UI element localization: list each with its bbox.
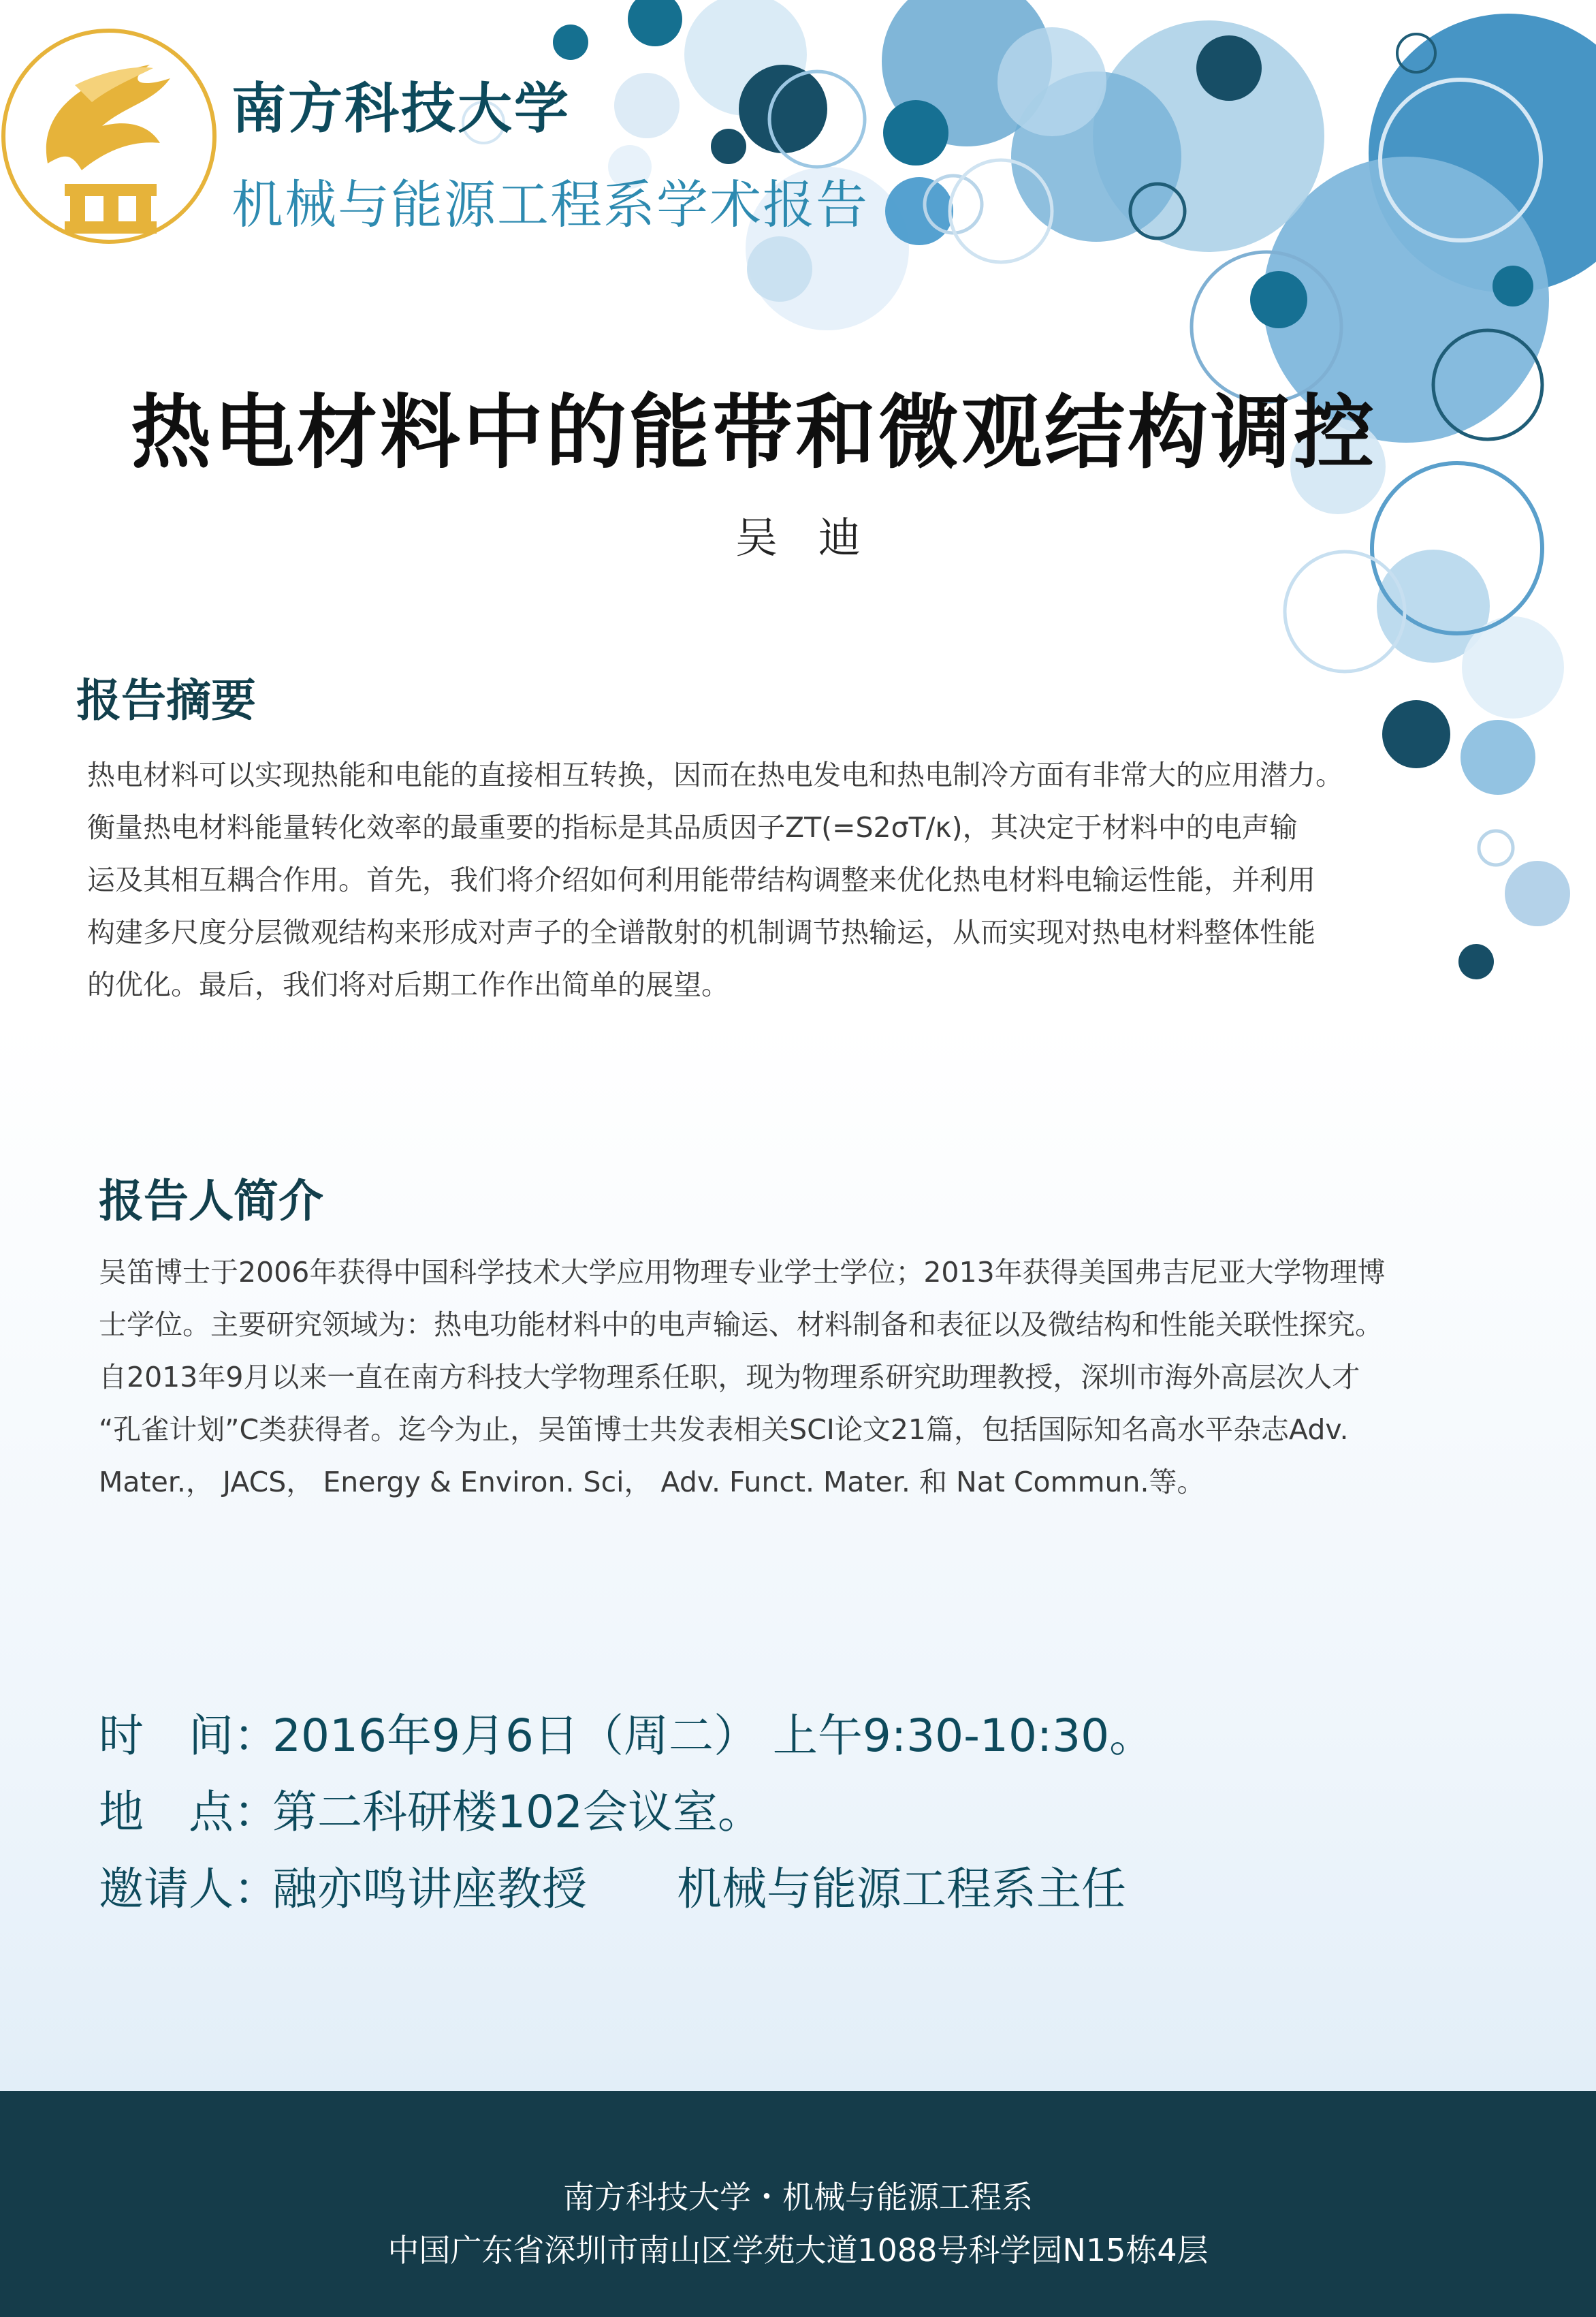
time-row [99,1699,1154,1764]
abstract-line: 构建多尺度分层微观结构来形成对声子的全谱散射的机制调节热输运，从而实现对热电材料整体性能 [87,916,1315,949]
place-row [99,1776,763,1840]
abstract-text [87,749,1343,1011]
university-logo [0,24,221,249]
footer-address: 中国广东省深圳市南山区学苑大道1088号科学园N15栋4层 [387,2232,1209,2269]
university-name: 南方科技大学 [232,77,571,140]
abstract-line: 衡量热电材料能量转化效率的最重要的指标是其品质因子ZT(=S2σT/κ)，其决定于材料中的电声输 [87,811,1298,844]
host-value: 融亦鸣讲座教授 机械与能源工程系主任 [272,1863,1126,1915]
footer-bar [0,2091,1596,2317]
abstract-line: 的优化。最后，我们将对后期工作作出简单的展望。 [87,968,729,1001]
host-row [99,1853,1126,1917]
abstract-line: 运及其相互耦合作用。首先，我们将介绍如何利用能带结构调整来优化热电材料电输运性能，并利用 [87,864,1315,896]
speaker-name: 吴迪 [735,513,902,563]
bio-line: 吴笛博士于2006年获得中国科学技术大学应用物理专业学士学位；2013年获得美国弗吉尼亚大学物理博 [99,1256,1386,1289]
lecture-title: 热电材料中的能带和微观结构调控 [131,385,1377,479]
time-value: 2016年9月6日（周二） 上午9:30-10:30。 [272,1709,1155,1762]
abstract-line: 热电材料可以实现热能和电能的直接相互转换，因而在热电发电和热电制冷方面有非常大的应用潜力。 [87,759,1343,791]
abstract-heading: 报告摘要 [76,674,256,727]
time-label: 时 间： [99,1709,278,1762]
bio-heading: 报告人简介 [99,1175,323,1227]
place-label: 地 点： [99,1786,278,1838]
host-label: 邀请人： [99,1863,278,1915]
bio-text [99,1246,1386,1509]
place-value: 第二科研楼102会议室。 [272,1786,763,1838]
bio-line: Mater.， JACS， Energy & Environ. Sci， Adv. Funct. Mater. 和 Nat Commun.等。 [99,1466,1205,1498]
department-title: 机械与能源工程系学术报告 [232,174,869,235]
bio-line: 自2013年9月以来一直在南方科技大学物理系任职，现为物理系研究助理教授，深圳市海外高层次人才 [99,1361,1360,1393]
footer-org: 南方科技大学・机械与能源工程系 [563,2179,1033,2216]
bio-line: “孔雀计划”C类获得者。迄今为止，吴笛博士共发表相关SCI论文21篇，包括国际知名高水平杂志Adv. [99,1413,1349,1446]
bio-line: 士学位。主要研究领域为：热电功能材料中的电声输运、材料制备和表征以及微结构和性能关联性探究。 [99,1308,1383,1341]
